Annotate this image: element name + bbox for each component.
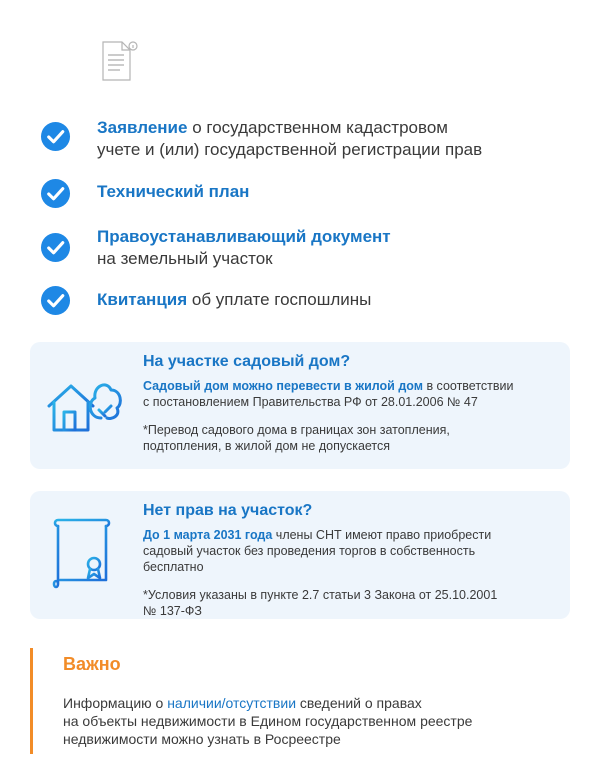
- check-icon: [40, 232, 71, 263]
- important-text: [63, 694, 573, 748]
- card-note-line: *Условия указаны в пункте 2.7 статьи 3 Закона от 25.10.2001: [143, 588, 498, 602]
- card-text: [143, 378, 561, 410]
- check-icon: [40, 121, 71, 152]
- card-title: На участке садовый дом?: [143, 353, 351, 370]
- garden-house-card-body: [143, 351, 561, 454]
- important-notice: [30, 648, 590, 754]
- card-text-part: садовый участок без проведения торгов в собственность: [143, 544, 476, 558]
- document-icon: [100, 38, 140, 82]
- important-text-part: Информацию о: [63, 695, 168, 711]
- card-text-part: члены СНТ имеют право приобрести: [272, 528, 492, 542]
- checklist-item-line: учете и (или) государственной регистрации прав: [97, 140, 483, 159]
- checklist-item-receipt: [40, 289, 371, 311]
- checklist-keyword: Правоустанавливающий документ: [97, 227, 391, 246]
- card-text: [143, 527, 561, 575]
- checklist-item-line: [97, 289, 371, 311]
- important-text-part: недвижимости можно узнать в Росреестре: [63, 731, 341, 747]
- checklist-item-line: [97, 117, 482, 139]
- check-icon: [40, 178, 71, 209]
- checklist-item-line: [97, 226, 391, 248]
- checklist-item-line: [97, 181, 249, 203]
- house-tree-icon: [45, 372, 125, 436]
- checklist-item-title-document: [40, 226, 391, 270]
- check-icon: [40, 285, 71, 316]
- checklist-item-line: на земельный участок: [97, 249, 273, 268]
- card-text-part: с постановлением Правительства РФ от 28.01.2006 № 47: [143, 395, 478, 409]
- checklist-item-tech-plan: [40, 181, 249, 203]
- checklist-keyword: Технический план: [97, 182, 250, 201]
- important-text-part: сведений о правах: [296, 695, 422, 711]
- no-rights-card: [30, 491, 570, 619]
- checklist-item-application: [40, 117, 482, 161]
- card-note-line: подтопления, в жилой дом не допускается: [143, 439, 391, 453]
- garden-house-card: [30, 342, 570, 469]
- rights-info-link[interactable]: наличии/отсутствии: [167, 695, 297, 711]
- card-highlight: Садовый дом можно перевести в жилой дом: [143, 379, 423, 393]
- certificate-icon: [50, 518, 112, 592]
- card-text-part: в соответствии: [422, 379, 514, 393]
- card-highlight: До 1 марта 2031 года: [143, 528, 273, 542]
- card-note-line: *Перевод садового дома в границах зон затопления,: [143, 423, 450, 437]
- card-text-part: бесплатно: [143, 560, 204, 574]
- checklist-text: об уплате госпошлины: [187, 290, 372, 309]
- important-title: Важно: [63, 654, 121, 674]
- checklist-text: о государственном кадастровом: [187, 118, 448, 137]
- card-title: Нет прав на участок?: [143, 502, 313, 519]
- important-text-part: на объекты недвижимости в Едином государственном реестре: [63, 713, 473, 729]
- card-note-line: № 137-ФЗ: [143, 604, 202, 618]
- checklist-keyword: Квитанция: [97, 290, 188, 309]
- accent-bar: [30, 648, 33, 754]
- checklist-keyword: Заявление: [97, 118, 188, 137]
- no-rights-card-body: [143, 500, 561, 619]
- card-note: [143, 587, 561, 619]
- card-note: [143, 422, 561, 454]
